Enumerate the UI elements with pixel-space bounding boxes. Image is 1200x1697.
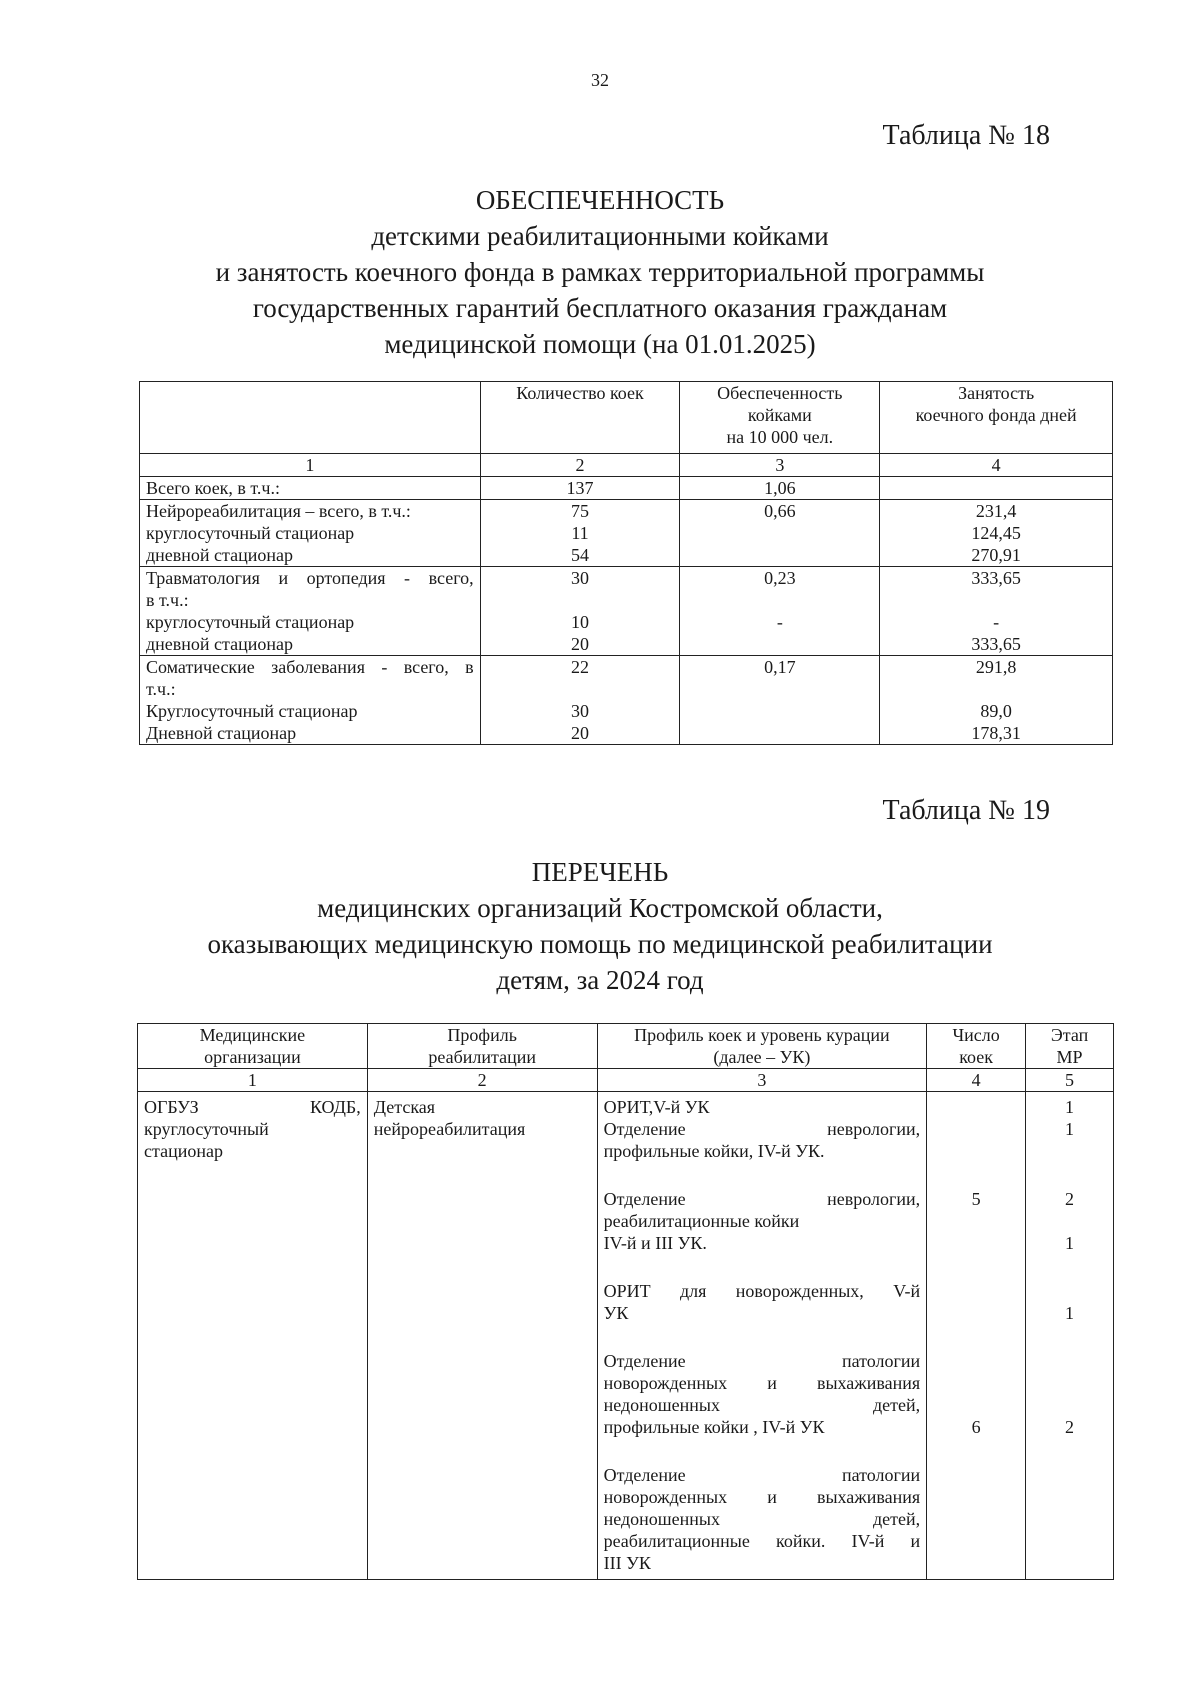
header-profile: Профиль реабилитации [367,1024,597,1069]
table19-title-line: детям, за 2024 год [496,965,704,995]
org-cell: ОГБУЗ КОДБ, круглосуточный стационар [138,1092,368,1580]
table18-label: Таблица № 18 [882,120,1050,151]
group-labels: Травматология и ортопедия - всего, в т.ч.: круглосуточный стационар дневной стационар [140,567,481,656]
row-ratio: 1,06 [680,477,880,500]
group-labels: Нейрореабилитация – всего, в т.ч.: круглосуточный стационар дневной стационар [140,500,481,567]
col-number: 4 [927,1069,1026,1092]
page-number: 32 [591,70,609,90]
table-row [140,567,1113,656]
table19-title-line: ПЕРЕЧЕНЬ [531,857,669,887]
group-occupancy: 231,4 124,45 270,91 [880,500,1113,567]
header-occupancy: Занятость коечного фонда дней [880,382,1113,454]
group-beds: 75 11 54 [480,500,680,567]
bed-supply-table [139,381,1113,745]
col-number: 3 [680,454,880,477]
row-occupancy [880,477,1113,500]
table18-title-line: медицинской помощи (на 01.01.2025) [384,329,816,359]
table18-title-line: и занятость коечного фонда в рамках территориальной программы [215,257,985,287]
group-beds: 30 10 20 [480,567,680,656]
col-number: 5 [1026,1069,1114,1092]
group-ratio: 0,23 - [680,567,880,656]
col-number: 1 [140,454,481,477]
profile-cell: Детская нейрореабилитация [367,1092,597,1580]
col-number: 3 [597,1069,927,1092]
table19-title-line: медицинских организаций Костромской области, [317,893,883,923]
table-header-row [138,1024,1114,1069]
table-header-row [140,382,1113,454]
table19-title [0,854,1200,998]
header-ratio: Обеспеченность койками на 10 000 чел. [680,382,880,454]
column-number-row [140,454,1113,477]
table18-title-line: государственных гарантий бесплатного оказания гражданам [252,293,948,323]
units-cell: ОРИТ,V-й УК Отделение неврологии, профильные койки, IV-й УК. Отделение неврологии, реабилитационные койки IV-й и III УК. ОРИТ для новорожденных, V-й УК Отделение патологии новорожденных и выхаживания недоношенных детей, профильные койки , IV-й УК Отделение патологии новорожденных и выхаживания недоношенных детей, реабилитационные койки. IV-й и III УК [597,1092,927,1580]
table-row [140,477,1113,500]
beds-cell: 5 6 [927,1092,1026,1580]
col-number: 2 [367,1069,597,1092]
header-empty [140,382,481,454]
group-occupancy: 291,8 89,0 178,31 [880,656,1113,745]
group-occupancy: 333,65 - 333,65 [880,567,1113,656]
table-row [138,1092,1114,1580]
organizations-table [137,1023,1114,1580]
table18-title [0,182,1200,362]
group-beds: 22 30 20 [480,656,680,745]
col-number: 2 [480,454,680,477]
row-label: Всего коек, в т.ч.: [140,477,481,500]
header-bed-profile: Профиль коек и уровень курации (далее – УК) [597,1024,927,1069]
table-row [140,500,1113,567]
table-row [140,656,1113,745]
table19-label: Таблица № 19 [882,795,1050,826]
column-number-row [138,1069,1114,1092]
header-bed-count: Количество коек [480,382,680,454]
group-ratio: 0,17 [680,656,880,745]
col-number: 4 [880,454,1113,477]
header-stage: Этап МР [1026,1024,1114,1069]
table18-title-line: детскими реабилитационными койками [371,221,829,251]
stage-cell: 1 1 2 1 1 2 [1026,1092,1114,1580]
table19-title-line: оказывающих медицинскую помощь по медицинской реабилитации [207,929,993,959]
table18-title-line: ОБЕСПЕЧЕННОСТЬ [475,185,725,215]
col-number: 1 [138,1069,368,1092]
header-bed-count: Число коек [927,1024,1026,1069]
row-beds: 137 [480,477,680,500]
group-labels: Соматические заболевания - всего, в т.ч.: Круглосуточный стационар Дневной стационар [140,656,481,745]
header-organizations: Медицинские организации [138,1024,368,1069]
group-ratio: 0,66 [680,500,880,567]
